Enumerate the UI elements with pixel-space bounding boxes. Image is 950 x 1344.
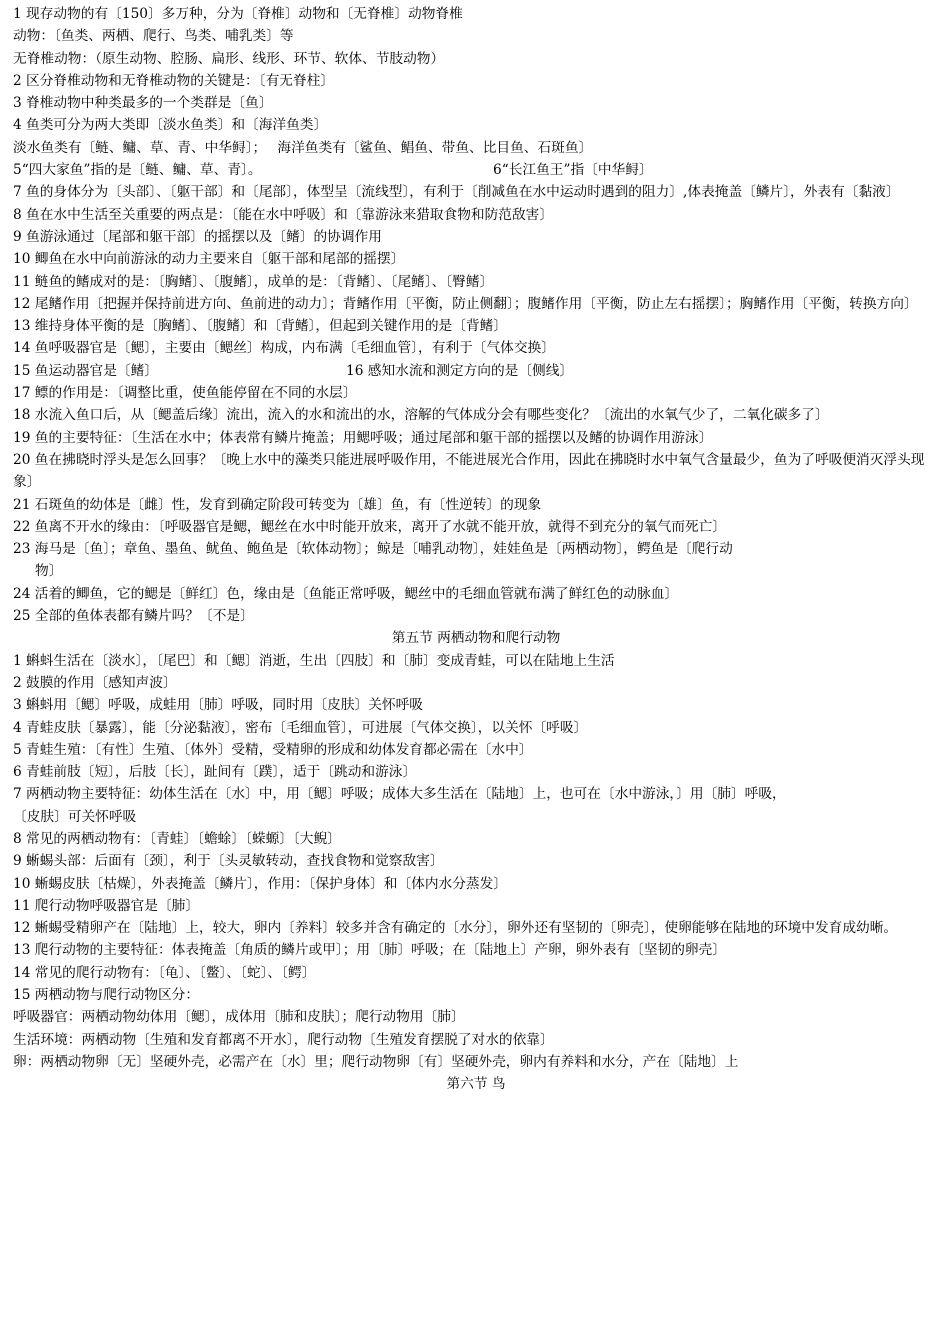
text-line: 生活环境：两栖动物〔生殖和发育都离不开水〕，爬行动物〔生殖发育摆脱了对水的依靠〕 — [13, 1031, 554, 1048]
text-line: 3 蝌蚪用〔鳃〕呼吸，成蛙用〔肺〕呼吸，同时用〔皮肤〕关怀呼吸 — [13, 697, 423, 714]
text-line: 10 蜥蜴皮肤〔枯燥〕，外表掩盖〔鳞片〕，作用：〔保护身体〕和〔体内水分蒸发〕 — [13, 875, 507, 892]
text-line: 24 活着的鲫鱼，它的鳃是〔鲜红〕色，缘由是〔鱼能正常呼吸，鳃丝中的毛细血管就布满了鲜红色的动脉血〕 — [13, 585, 679, 602]
text-paragraph: 7 鱼的身体分为〔头部〕、〔躯干部〕和〔尾部〕，体型呈〔流线型〕，有利于〔削减鱼在水中运动时遇到的阻力〕,体表掩盖〔鳞片〕，外表有〔黏液〕 — [13, 184, 900, 201]
text-paragraph: 20 鱼在拂晓时浮头是怎么回事？〔晚上水中的藻类只能进展呼吸作用，不能进展光合作用，因此在拂晓时水中氧气含量最少，鱼为了呼吸便消灭浮头现象〕 — [13, 451, 925, 491]
text-line: 呼吸器官：两栖动物幼体用〔鳃〕，成体用〔肺和皮肤〕；爬行动物用〔肺〕 — [13, 1009, 465, 1026]
text-line-right: 16 感知水流和测定方向的是〔侧线〕 — [346, 362, 574, 379]
text-line: 6 青蛙前肢〔短〕，后肢〔长〕，趾间有〔蹼〕，适于〔跳动和游泳〕 — [13, 764, 417, 781]
text-line: 17 鳔的作用是：〔调整比重，使鱼能停留在不同的水层〕 — [13, 385, 357, 402]
text-line: 1 蝌蚪生活在〔淡水〕，〔尾巴〕和〔鳃〕消逝，生出〔四肢〕和〔肺〕变成青蛙，可以在陆地上生活 — [13, 652, 615, 669]
text-line-pair — [13, 159, 939, 181]
text-line: 8 鱼在水中生活至关重要的两点是：〔能在水中呼吸〕和〔靠游泳来猎取食物和防范敌害〕 — [13, 206, 554, 223]
text-line: 19 鱼的主要特征：〔生活在水中；体表常有鳞片掩盖；用鳃呼吸；通过尾部和躯干部的摇摆以及鳍的协调作用游泳〕 — [13, 429, 713, 446]
text-line: 8 常见的两栖动物有：〔青蛙〕〔蟾蜍〕〔蝾螈〕〔大鲵〕 — [13, 830, 341, 847]
text-line: 卵：两栖动物卵〔无〕坚硬外壳，必需产在〔水〕里；爬行动物卵〔有〕坚硬外壳，卵内有养料和水分，产在〔陆地〕上 — [13, 1053, 739, 1070]
text-line: 4 青蛙皮肤〔暴露〕，能〔分泌黏液〕，密布〔毛细血管〕，可进展〔气体交换〕，以关怀〔呼吸〕 — [13, 719, 588, 736]
text-line: 21 石斑鱼的幼体是〔雌〕性，发育到确定阶段可转变为〔雄〕鱼，有〔性逆转〕的现象 — [13, 496, 542, 513]
text-line: 动物：〔鱼类、两栖、爬行、鸟类、哺乳类〕等 — [13, 28, 294, 45]
text-line: 23 海马是〔鱼〕；章鱼、墨鱼、鱿鱼、鲍鱼是〔软体动物〕；鲸是〔哺乳动物〕，娃娃鱼是〔两栖动物〕，鳄鱼是〔爬行动 — [13, 541, 733, 558]
text-paragraph: 18 水流入鱼口后，从〔鳃盖后缘〕流出，流入的水和流出的水，溶解的气体成分会有哪些变化？〔流出的水氧气少了，二氧化碳多了〕 — [13, 407, 829, 424]
text-line-left: 5“四大家鱼”指的是〔鲢、鳙、草、青〕。 — [13, 162, 262, 179]
text-line: 淡水鱼类有〔鲢、鳙、草、青、中华鲟〕； 海洋鱼类有〔鲨鱼、鲳鱼、带鱼、比目鱼、石斑鱼〕 — [13, 139, 593, 156]
text-line: 11 鲢鱼的鳍成对的是：〔胸鳍〕、〔腹鳍〕，成单的是：〔背鳍〕、〔尾鳍〕、〔臀鳍〕 — [13, 273, 494, 290]
text-line-pair — [13, 360, 939, 382]
text-line: 9 鱼游泳通过〔尾部和躯干部〕的摇摆以及〔鳍〕的协调作用 — [13, 228, 382, 245]
text-line: 11 爬行动物呼吸器官是〔肺〕 — [13, 897, 200, 914]
text-line-continued: 〔皮肤〕可关怀呼吸 — [13, 808, 137, 825]
text-line-left: 15 鱼运动器官是〔鳍〕 — [13, 362, 158, 379]
text-line: 无脊椎动物：（原生动物、腔肠、扁形、线形、环节、软体、节肢动物） — [13, 50, 445, 67]
text-line: 4 鱼类可分为两大类即〔淡水鱼类〕和〔海洋鱼类〕 — [13, 117, 328, 134]
text-line-right: 6“长江鱼王”指〔中华鲟〕 — [493, 162, 653, 179]
text-line: 2 区分脊椎动物和无脊椎动物的关键是：〔有无脊柱〕 — [13, 72, 335, 89]
text-line: 25 全部的鱼体表都有鳞片吗？〔不是〕 — [13, 608, 254, 625]
text-line: 15 两栖动物与爬行动物区分： — [13, 987, 200, 1004]
text-line-continued: 物〕 — [35, 563, 63, 580]
section-heading: 第六节 鸟 — [446, 1076, 506, 1093]
text-line: 3 脊椎动物中种类最多的一个类群是〔鱼〕 — [13, 95, 273, 112]
text-line: 5 青蛙生殖：〔有性〕生殖、〔体外〕受精，受精卵的形成和幼体发育都必需在〔水中〕 — [13, 741, 533, 758]
text-line: 13 爬行动物的主要特征：体表掩盖〔角质的鳞片或甲〕；用〔肺〕呼吸；在〔陆地上〕产卵，卵外表有〔坚韧的卵壳〕 — [13, 942, 726, 959]
text-line: 1 现存动物的有〔150〕多万种，分为〔脊椎〕动物和〔无脊椎〕动物脊椎 — [13, 6, 463, 22]
text-line: 14 常见的爬行动物有：〔龟〕、〔鳖〕、〔蛇〕、〔鳄〕 — [13, 964, 316, 981]
text-paragraph: 12 尾鳍作用〔把握并保持前进方向、鱼前进的动力〕；背鳍作用〔平衡，防止侧翻〕；腹鳍作用〔平衡，防止左右摇摆〕；胸鳍作用〔平衡，转换方向〕 — [13, 295, 918, 312]
text-line: 14 鱼呼吸器官是〔鳃〕，主要由〔鳃丝〕构成，内布满〔毛细血管〕，有利于〔气体交换〕 — [13, 340, 555, 357]
text-line: 2 鼓膜的作用〔感知声波〕 — [13, 674, 177, 691]
section-heading: 第五节 两栖动物和爬行动物 — [391, 630, 561, 647]
text-line: 10 鲫鱼在水中向前游泳的动力主要来自〔躯干部和尾部的摇摆〕 — [13, 251, 405, 268]
text-line: 9 蜥蜴头部：后面有〔颈〕，利于〔头灵敏转动，查找食物和觉察敌害〕 — [13, 853, 444, 870]
document-page — [13, 3, 939, 1096]
text-paragraph: 12 蜥蜴受精卵产在〔陆地〕上，较大，卵内〔养料〕较多并含有确定的〔水分〕，卵外还有坚韧的〔卵壳〕，使卵能够在陆地的环境中发育成幼晰。 — [13, 920, 898, 937]
text-paragraph: 7 两栖动物主要特征：幼体生活在〔水〕中，用〔鳃〕呼吸；成体大多生活在〔陆地〕上，也可在〔水中游泳，〕用〔肺〕呼吸， — [13, 786, 786, 803]
text-line: 22 鱼离不开水的缘由：〔呼吸器官是鳃，鳃丝在水中时能开放来，离开了水就不能开放，就得不到充分的氧气而死亡〕 — [13, 518, 726, 535]
text-line: 13 维持身体平衡的是〔胸鳍〕、〔腹鳍〕和〔背鳍〕，但起到关键作用的是〔背鳍〕 — [13, 318, 507, 335]
